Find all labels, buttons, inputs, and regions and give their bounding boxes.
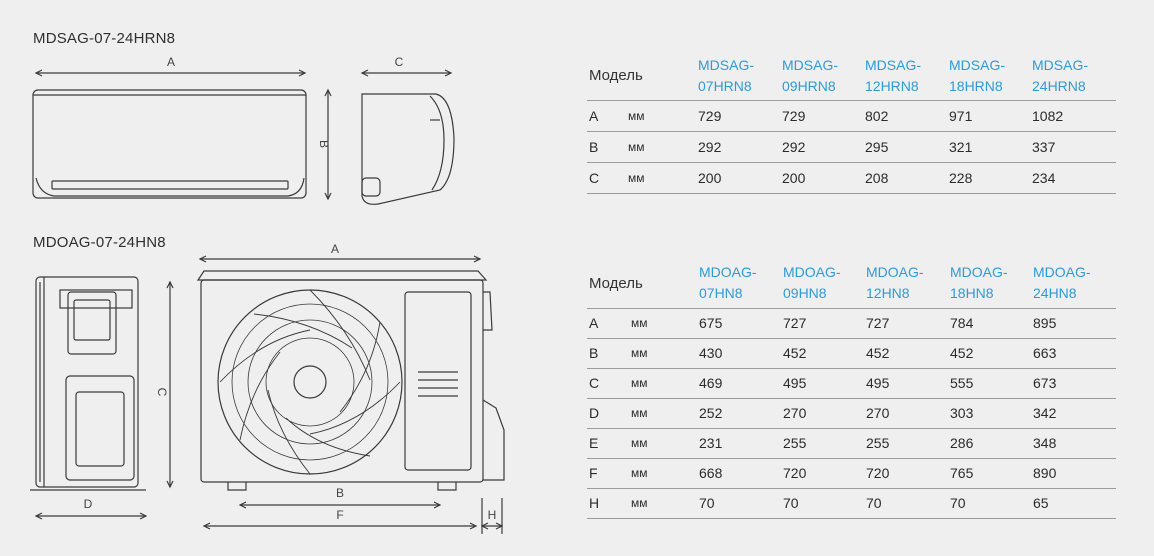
table-cell: 65 xyxy=(1033,488,1116,518)
table-row xyxy=(587,162,1116,193)
dim-label-c-outdoor: C xyxy=(155,387,169,397)
table-row xyxy=(587,398,1116,428)
table-cell: 270 xyxy=(866,398,950,428)
row-letter: B xyxy=(587,131,628,162)
table-cell: 802 xyxy=(865,100,949,131)
indoor-unit-title: MDSAG-07-24HRN8 xyxy=(33,30,176,47)
table-cell: 70 xyxy=(866,488,950,518)
table-row xyxy=(587,368,1116,398)
row-unit: мм xyxy=(628,131,698,162)
model-column-header: MDSAG- 24HRN8 xyxy=(1032,56,1088,94)
row-letter: B xyxy=(587,338,631,368)
row-letter: F xyxy=(587,458,631,488)
table-cell: 765 xyxy=(950,458,1033,488)
outdoor-side-drawing xyxy=(30,277,173,519)
row-letter: A xyxy=(587,308,631,338)
table-cell: 292 xyxy=(782,131,865,162)
table-cell: 321 xyxy=(949,131,1032,162)
row-unit: мм xyxy=(628,100,698,131)
outdoor-spec-table xyxy=(587,259,1116,519)
table-cell: 270 xyxy=(783,398,866,428)
table-row xyxy=(587,488,1116,518)
table-cell: 895 xyxy=(1033,308,1116,338)
row-unit: мм xyxy=(628,162,698,193)
table-cell: 720 xyxy=(783,458,866,488)
dim-label-d: D xyxy=(83,497,93,511)
row-unit: мм xyxy=(631,488,699,518)
dim-label-h: H xyxy=(487,508,497,522)
table-cell: 673 xyxy=(1033,368,1116,398)
model-column-header: MDOAG- 24HN8 xyxy=(1033,264,1091,302)
table-cell: 452 xyxy=(950,338,1033,368)
table-cell: 495 xyxy=(866,368,950,398)
table-cell: 495 xyxy=(783,368,866,398)
table-cell: 208 xyxy=(865,162,949,193)
table-cell: 469 xyxy=(699,368,783,398)
model-column-header: MDSAG- 09HRN8 xyxy=(782,56,838,94)
table-cell: 234 xyxy=(1032,162,1116,193)
table-cell: 890 xyxy=(1033,458,1116,488)
table-cell: 295 xyxy=(865,131,949,162)
table-cell: 727 xyxy=(866,308,950,338)
table-cell: 675 xyxy=(699,308,783,338)
table-header-row xyxy=(587,259,1116,308)
indoor-spec-table xyxy=(587,52,1116,194)
row-letter: H xyxy=(587,488,631,518)
table-cell: 430 xyxy=(699,338,783,368)
row-letter: C xyxy=(587,368,631,398)
table-cell: 231 xyxy=(699,428,783,458)
dim-label-a: A xyxy=(166,55,176,69)
table-row xyxy=(587,131,1116,162)
table-cell: 252 xyxy=(699,398,783,428)
model-header: Модель xyxy=(589,67,643,85)
table-cell: 286 xyxy=(950,428,1033,458)
table-cell: 729 xyxy=(782,100,865,131)
table-cell: 200 xyxy=(782,162,865,193)
row-unit: мм xyxy=(631,368,699,398)
table-row xyxy=(587,308,1116,338)
row-unit: мм xyxy=(631,458,699,488)
table-cell: 663 xyxy=(1033,338,1116,368)
table-row xyxy=(587,458,1116,488)
row-letter: C xyxy=(587,162,628,193)
dimension-drawings xyxy=(0,0,560,556)
table-row xyxy=(587,428,1116,458)
dim-label-a-outdoor: A xyxy=(330,242,340,256)
table-cell: 337 xyxy=(1032,131,1116,162)
outdoor-front-drawing xyxy=(198,242,504,534)
row-letter: A xyxy=(587,100,628,131)
table-cell: 303 xyxy=(950,398,1033,428)
table-cell: 70 xyxy=(950,488,1033,518)
table-cell: 720 xyxy=(866,458,950,488)
table-cell: 348 xyxy=(1033,428,1116,458)
table-cell: 668 xyxy=(699,458,783,488)
dim-label-b-outdoor: B xyxy=(335,486,345,500)
row-unit: мм xyxy=(631,398,699,428)
outdoor-unit-title: MDOAG-07-24HN8 xyxy=(33,234,166,251)
table-cell: 452 xyxy=(783,338,866,368)
dim-label-b: B xyxy=(317,139,331,149)
row-unit: мм xyxy=(631,428,699,458)
table-row xyxy=(587,100,1116,131)
table-cell: 200 xyxy=(698,162,782,193)
indoor-side-drawing xyxy=(362,55,454,204)
table-cell: 784 xyxy=(950,308,1033,338)
table-header-row xyxy=(587,52,1116,100)
table-cell: 255 xyxy=(866,428,950,458)
dim-label-c: C xyxy=(394,55,404,69)
table-cell: 729 xyxy=(698,100,782,131)
table-cell: 255 xyxy=(783,428,866,458)
table-cell: 228 xyxy=(949,162,1032,193)
table-cell: 70 xyxy=(783,488,866,518)
model-header: Модель xyxy=(589,274,643,292)
table-row xyxy=(587,338,1116,368)
model-column-header: MDOAG- 12HN8 xyxy=(866,264,924,302)
model-column-header: MDSAG- 18HRN8 xyxy=(949,56,1005,94)
table-cell: 971 xyxy=(949,100,1032,131)
row-unit: мм xyxy=(631,338,699,368)
table-cell: 727 xyxy=(783,308,866,338)
table-cell: 1082 xyxy=(1032,100,1116,131)
model-column-header: MDOAG- 07HN8 xyxy=(699,264,757,302)
table-cell: 70 xyxy=(699,488,783,518)
row-unit: мм xyxy=(631,308,699,338)
table-cell: 452 xyxy=(866,338,950,368)
table-cell: 292 xyxy=(698,131,782,162)
row-letter: E xyxy=(587,428,631,458)
table-cell: 555 xyxy=(950,368,1033,398)
model-column-header: MDSAG- 07HRN8 xyxy=(698,56,754,94)
row-letter: D xyxy=(587,398,631,428)
model-column-header: MDSAG- 12HRN8 xyxy=(865,56,921,94)
model-column-header: MDOAG- 09HN8 xyxy=(783,264,841,302)
indoor-front-drawing xyxy=(33,55,331,199)
table-cell: 342 xyxy=(1033,398,1116,428)
model-column-header: MDOAG- 18HN8 xyxy=(950,264,1008,302)
dim-label-f: F xyxy=(336,508,344,522)
